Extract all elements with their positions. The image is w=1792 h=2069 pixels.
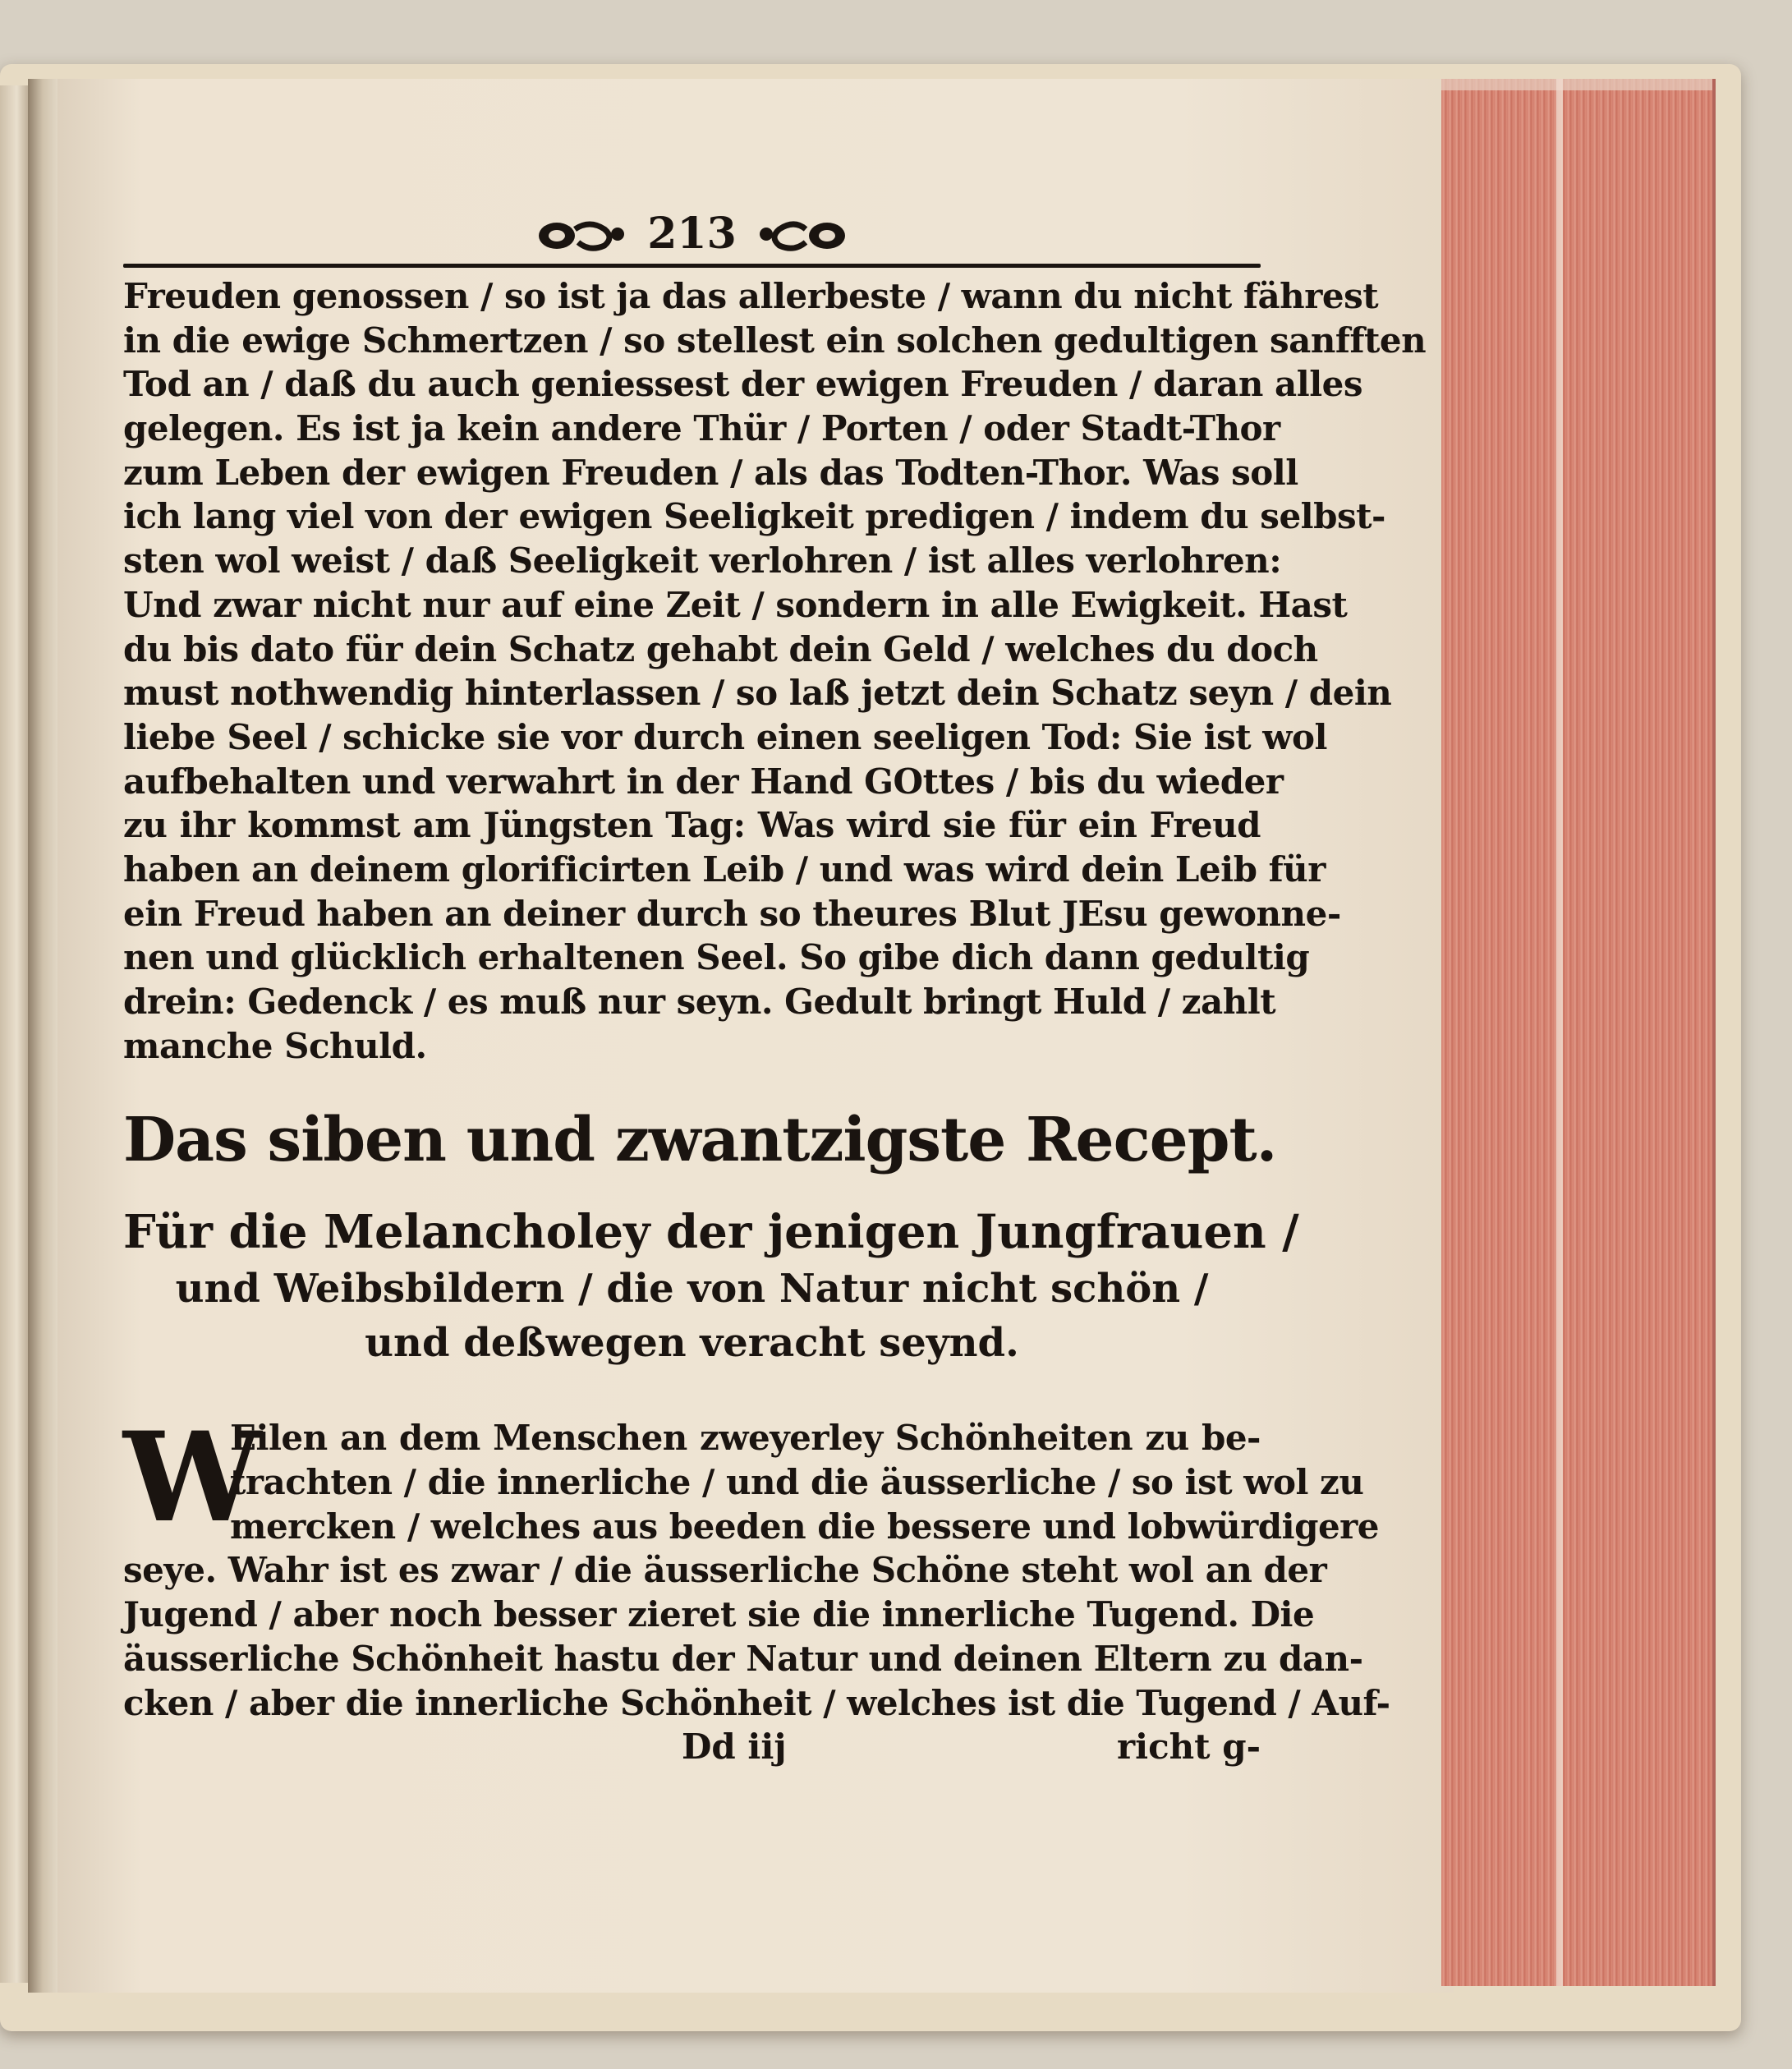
text-line: ich lang viel von der ewigen Seeligkeit predigen / indem du selbst-	[123, 496, 1385, 537]
text-line: drein: Gedenck / es muß nur seyn. Gedult bringt Huld / zahlt	[123, 982, 1276, 1022]
text-line: seye. Wahr ist es zwar / die äusserliche Schöne steht wol an der	[123, 1550, 1327, 1591]
chapter-title: Das siben und zwantzigste Recept.	[123, 1105, 1277, 1176]
text-line: mercken / welches aus beeden die bessere und lobwürdigere	[230, 1506, 1380, 1547]
text-line: Eilen an dem Menschen zweyerley Schönheiten zu be-	[230, 1418, 1261, 1459]
chapter-subtitle-line-2: und Weibsbildern / die von Natur nicht schön /	[175, 1266, 1209, 1313]
drop-cap: W	[123, 1405, 261, 1551]
text-line: must nothwendig hinterlassen / so laß jetzt dein Schatz seyn / dein	[123, 673, 1392, 714]
text-line: Freuden genossen / so ist ja das allerbeste / wann du nicht fährest	[123, 276, 1379, 316]
text-line: aufbehalten und verwahrt in der Hand GOttes / bis du wieder	[123, 761, 1284, 802]
fore-edge-highlight	[1441, 79, 1712, 90]
page-number: 213	[647, 209, 737, 259]
left-page-edge	[0, 85, 28, 1983]
chapter-subtitle-line-3: und deßwegen veracht seynd.	[365, 1320, 1019, 1367]
text-line: zum Leben der ewigen Freuden / als das Todten-Thor. Was soll	[123, 452, 1298, 493]
page-fore-edge	[1441, 79, 1716, 1986]
book-gutter	[28, 79, 61, 1993]
header-rule	[123, 264, 1261, 268]
text-line: nen und glücklich erhaltenen Seel. So gibe dich dann gedultig	[123, 937, 1310, 978]
text-line: Tod an / daß du auch geniessest der ewigen Freuden / daran alles	[123, 364, 1363, 405]
page-footer	[123, 1725, 1261, 1769]
text-line: haben an deinem glorificirten Leib / und was wird dein Leib für	[123, 848, 1326, 890]
ornament-right-icon	[753, 213, 852, 255]
text-line: zu ihr kommst am Jüngsten Tag: Was wird sie für ein Freud	[123, 805, 1261, 846]
text-line: in die ewige Schmertzen / so stellest ein solchen gedultigen sanfften	[123, 320, 1427, 361]
text-line: trachten / die innerliche / und die äusserliche / so ist wol zu	[230, 1462, 1364, 1503]
page-text-area	[123, 185, 1427, 1836]
text-line: cken / aber die innerliche Schönheit / welches ist die Tugend / Auf-	[123, 1682, 1390, 1723]
running-header	[123, 185, 1261, 259]
catchword: richt g-	[1116, 1726, 1261, 1768]
fore-edge-line	[1556, 79, 1563, 1986]
ornament-left-icon	[532, 213, 631, 255]
paragraph-2	[123, 1405, 1390, 1725]
text-line: liebe Seel / schicke sie vor durch einen seeligen Tod: Sie ist wol	[123, 716, 1327, 757]
text-line: manche Schuld.	[123, 1025, 427, 1066]
text-line: gelegen. Es ist ja kein andere Thür / Porten / oder Stadt-Thor	[123, 408, 1280, 449]
signature-mark: Dd iij	[682, 1726, 787, 1768]
text-line: Und zwar nicht nur auf eine Zeit / sondern in alle Ewigkeit. Hast	[123, 584, 1348, 625]
text-line: sten wol weist / daß Seeligkeit verlohren / ist alles verlohren:	[123, 540, 1282, 582]
paragraph-1	[123, 274, 1427, 1068]
text-line: ein Freud haben an deiner durch so theures Blut JEsu gewonne-	[123, 893, 1341, 934]
text-line: äusserliche Schönheit hastu der Natur und deinen Eltern zu dan-	[123, 1638, 1363, 1679]
chapter-subtitle-line-1: Für die Melancholey der jenigen Jungfrauen /	[123, 1205, 1299, 1260]
text-line: Jugend / aber noch besser zieret sie die innerliche Tugend. Die	[123, 1594, 1315, 1635]
text-line: du bis dato für dein Schatz gehabt dein Geld / welches du doch	[123, 628, 1318, 669]
